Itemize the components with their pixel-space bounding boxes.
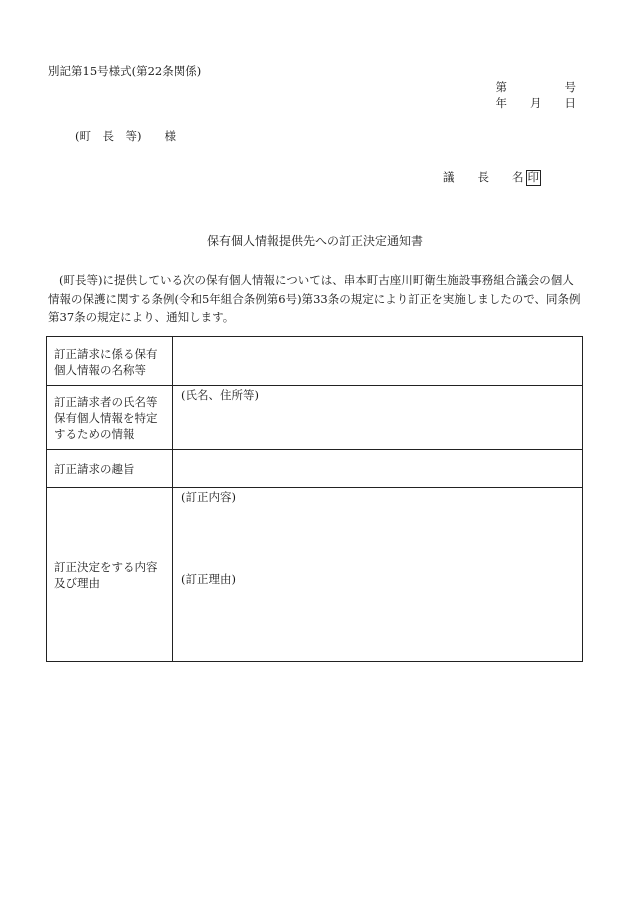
- document-title: 保有個人情報提供先への訂正決定通知書: [206, 234, 423, 248]
- row2-label: 訂正請求者の氏名等保有個人情報を特定するための情報: [54, 395, 158, 441]
- row4-note-content: (訂正内容): [181, 490, 236, 504]
- row-label-cell: [47, 386, 173, 450]
- row3-value-cell: [173, 450, 583, 488]
- row4-note-reason: (訂正理由): [181, 572, 236, 586]
- row1-value-cell: [173, 337, 583, 386]
- table-row: [47, 337, 583, 386]
- form-number-label: 別記第15号様式(第22条関係): [48, 64, 202, 78]
- issuer-line: [443, 170, 541, 186]
- chair-title: 議 長 名: [443, 170, 524, 184]
- row4-label: 訂正決定をする内容及び理由: [54, 559, 158, 590]
- table-row: [47, 488, 583, 662]
- body-paragraph: [48, 271, 584, 327]
- document-number-line: 第 号: [495, 80, 576, 94]
- table-row: [47, 450, 583, 488]
- correction-form-table: [46, 336, 583, 662]
- row2-value-cell: [173, 386, 583, 450]
- row4-value-cell: [173, 488, 583, 662]
- body-text: (町長等)に提供している次の保有個人情報については、串本町古座川町衛生施設事務組合議会の個人情報の保護に関する条例(令和5年組合条例第6号)第33条の規定により訂正を実施しましたので、同条例第37条の規定により、通知します。: [48, 273, 581, 324]
- row-label-cell: [47, 488, 173, 662]
- row-label-cell: [47, 450, 173, 488]
- row2-note: (氏名、住所等): [181, 388, 259, 402]
- table-row: [47, 386, 583, 450]
- date-line: 年 月 日: [495, 96, 576, 110]
- row1-label: 訂正請求に係る保有個人情報の名称等: [54, 347, 158, 377]
- addressee: (町 長 等) 様: [75, 129, 176, 143]
- seal-mark: 印: [527, 170, 539, 184]
- row-label-cell: [47, 337, 173, 386]
- row3-label: 訂正請求の趣旨: [54, 462, 135, 476]
